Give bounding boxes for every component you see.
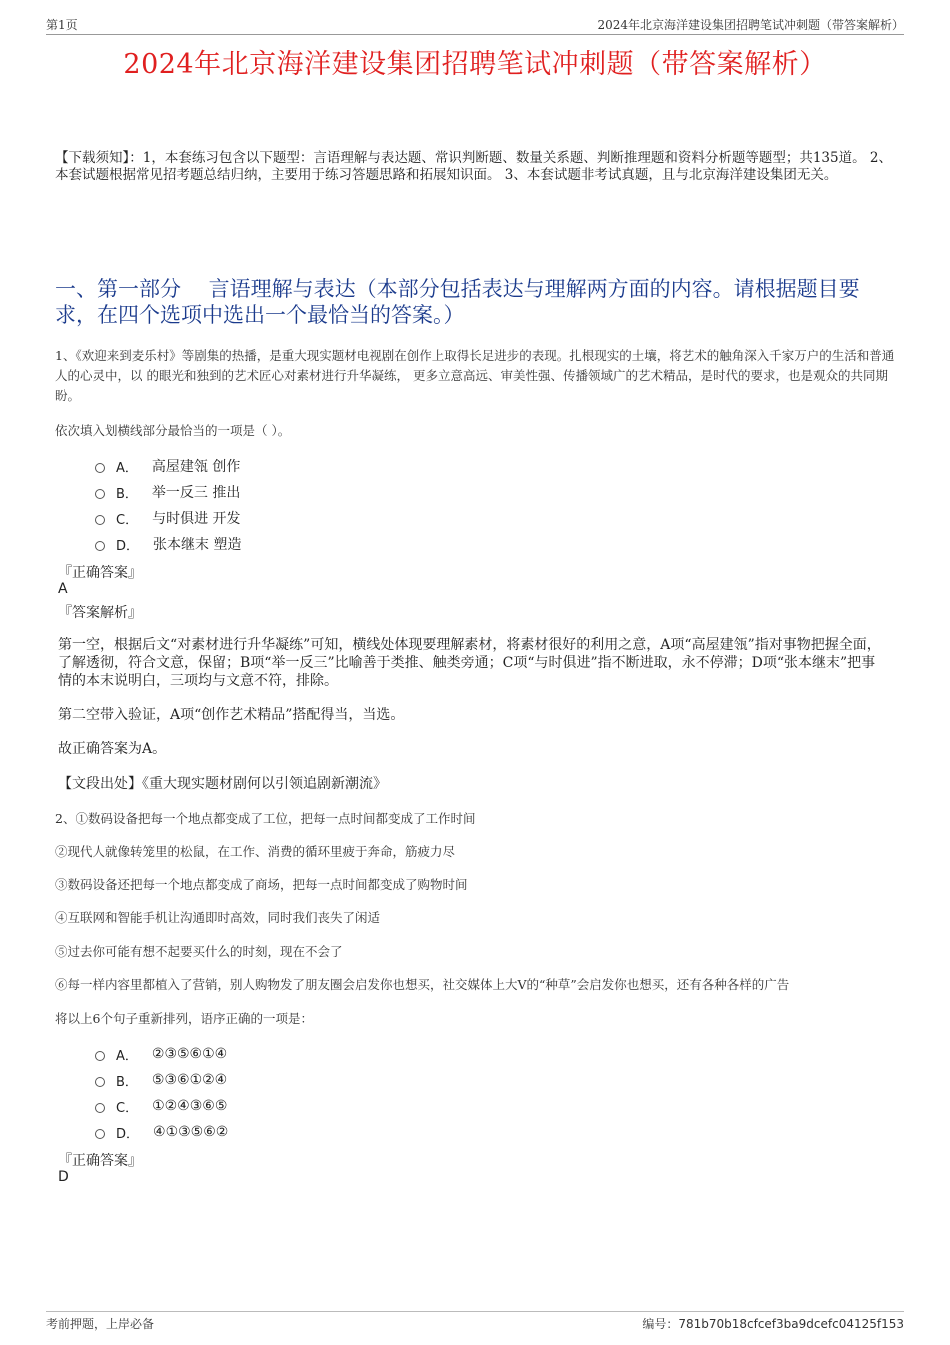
q2-option-a[interactable]: A． ②③⑤⑥①④ xyxy=(95,1041,228,1067)
q1-analysis-paragraph-3: 故正确答案为A。 xyxy=(58,741,167,757)
page-header xyxy=(46,16,904,35)
q2-sentence: ②现代人就像转笼里的松鼠，在工作、消费的循环里疲于奔命，筋疲力尽 xyxy=(55,844,456,859)
q1-correct-answer: A xyxy=(58,581,68,597)
footer-code: 编号：781b70b18cfcef3ba9dcefc04125f153 xyxy=(642,1317,904,1331)
question-1-stem: 1、《欢迎来到麦乐村》等剧集的热播，是重大现实题材电视剧在创作上取得长足进步的表现。扎根现实的土壤，将艺术的触角深入千家万户的生活和普通人的心灵中，以 的眼光和独到的艺术匠心对素材进行升华凝练， 更多立意高远、审美性强、传播领域广的艺术精品，是时代的要求，也是观众的共同期盼。 xyxy=(55,348,895,403)
section-heading: 一、第一部分 言语理解与表达（本部分包括表达与理解两方面的内容。请根据题目要求，在四个选项中选出一个最恰当的答案。） xyxy=(55,277,860,327)
radio-icon[interactable] xyxy=(95,463,105,473)
q1-correct-label: 『正确答案』 xyxy=(58,565,142,581)
q1-option-d[interactable]: D． 张本继末 塑造 xyxy=(95,531,241,557)
radio-icon[interactable] xyxy=(95,1051,105,1061)
q2-sentence: ④互联网和智能手机让沟通即时高效，同时我们丧失了闲适 xyxy=(55,910,381,925)
q2-instruction: 将以上6个句子重新排列，语序正确的一项是： xyxy=(55,1011,313,1026)
page-footer xyxy=(46,1311,904,1333)
q2-sentence: ③数码设备还把每一个地点都变成了商场，把每一点时间都变成了购物时间 xyxy=(55,877,468,892)
radio-icon[interactable] xyxy=(95,541,105,551)
q2-correct-label: 『正确答案』 xyxy=(58,1153,142,1169)
q2-sentence: ⑤过去你可能有想不起要买什么的时刻，现在不会了 xyxy=(55,944,343,959)
document-title: 2024年北京海洋建设集团招聘笔试冲刺题（带答案解析） xyxy=(123,49,827,80)
question-1-instruction: 依次填入划横线部分最恰当的一项是（ ）。 xyxy=(55,423,291,438)
radio-icon[interactable] xyxy=(95,489,105,499)
q1-source: 【文段出处】《重大现实题材剧何以引领追剧新潮流》 xyxy=(58,776,387,792)
q1-analysis-paragraph-2: 第二空带入验证，A项“创作艺术精品”搭配得当，当选。 xyxy=(58,707,405,723)
q1-option-c[interactable]: C． 与时俱进 开发 xyxy=(95,505,241,531)
q1-option-a[interactable]: A． 高屋建瓴 创作 xyxy=(95,453,241,479)
radio-icon[interactable] xyxy=(95,515,105,525)
question-1-options xyxy=(95,453,241,557)
q1-analysis-paragraph-1: 第一空，根据后文“对素材进行升华凝练”可知，横线处体现要理解素材，将素材很好的利用之意，A项“高屋建瓴”指对事物把握全面，了解透彻，符合文意，保留；B项“举一反三”比喻善于类推、触类旁通；C项“与时俱进”指不断进取，永不停滞；D项“张本继末”把事情的本末说明白，三项均与文意不符，排除。 xyxy=(58,637,881,689)
q2-option-c[interactable]: C． ①②④③⑥⑤ xyxy=(95,1093,228,1119)
q1-analysis-label: 『答案解析』 xyxy=(58,605,142,621)
radio-icon[interactable] xyxy=(95,1077,105,1087)
page-number: 第1页 xyxy=(46,18,78,32)
footer-slogan: 考前押题，上岸必备 xyxy=(46,1317,155,1331)
q2-option-b[interactable]: B． ⑤③⑥①②④ xyxy=(95,1067,228,1093)
q2-correct-answer: D xyxy=(58,1169,69,1185)
header-doc-title: 2024年北京海洋建设集团招聘笔试冲刺题（带答案解析） xyxy=(597,18,904,32)
download-notice: 【下载须知】：1，本套练习包含以下题型：言语理解与表达题、常识判断题、数量关系题、判断推理题和资料分析题等题型；共135道。 2、本套试题根据常见招考题总结归纳，主要用于练习答题思路和拓展知识面。 3、本套试题非考试真题，且与北京海洋建设集团无关。 xyxy=(55,150,892,183)
radio-icon[interactable] xyxy=(95,1129,105,1139)
q1-option-b[interactable]: B． 举一反三 推出 xyxy=(95,479,241,505)
q2-option-d[interactable]: D． ④①③⑤⑥② xyxy=(95,1119,228,1145)
q2-sentence: ⑥每一样内容里都植入了营销，别人购物发了朋友圈会启发你也想买，社交媒体上大V的“种草”会启发你也想买，还有各种各样的广告 xyxy=(55,977,790,992)
question-2-options xyxy=(95,1041,228,1145)
q2-sentence: 2、①数码设备把每一个地点都变成了工位，把每一点时间都变成了工作时间 xyxy=(55,811,476,826)
radio-icon[interactable] xyxy=(95,1103,105,1113)
